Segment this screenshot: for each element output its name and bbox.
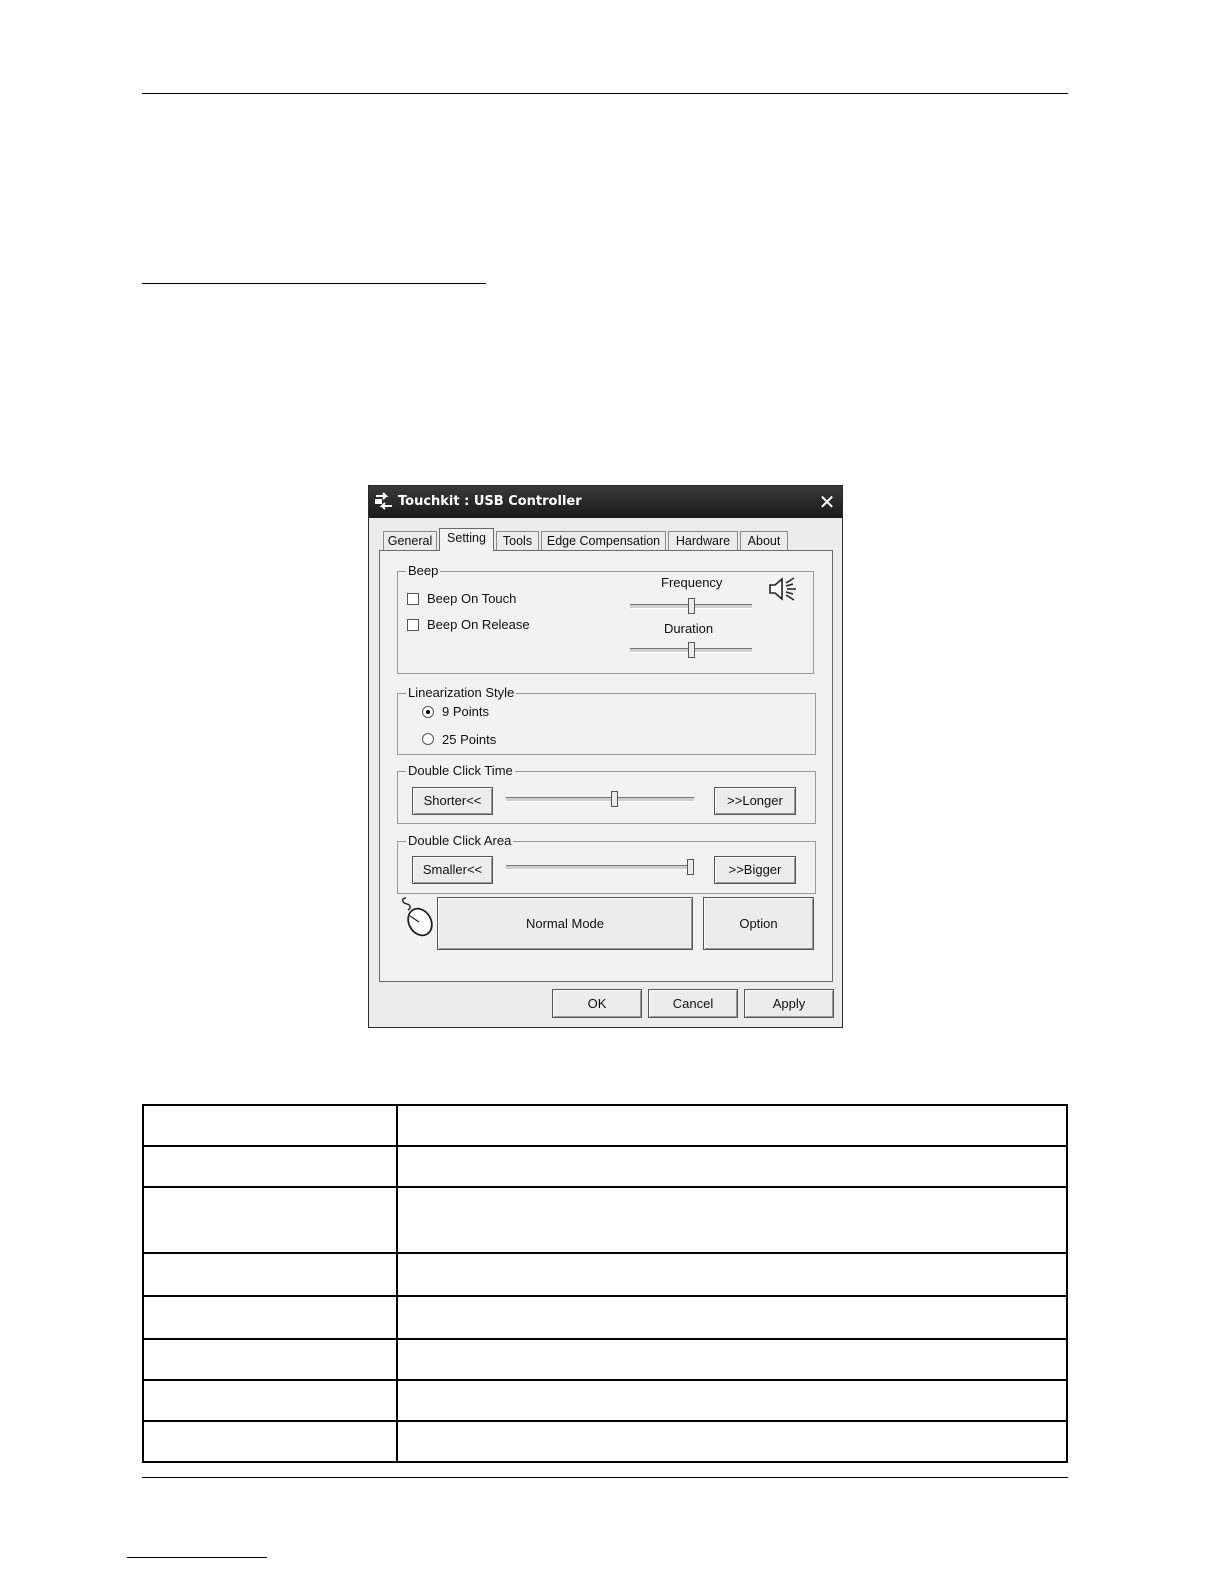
table-row xyxy=(143,1339,1067,1380)
frequency-slider-thumb[interactable] xyxy=(688,598,695,614)
smaller-button[interactable]: Smaller<< xyxy=(412,856,493,884)
linearization-group xyxy=(397,685,816,755)
speaker-icon xyxy=(767,575,799,603)
header-rule xyxy=(142,93,1068,94)
table-cell xyxy=(397,1296,1067,1339)
beep-on-touch-checkbox[interactable] xyxy=(407,593,419,605)
table-cell xyxy=(143,1146,397,1187)
table-row xyxy=(143,1187,1067,1253)
window-title: Touchkit : USB Controller xyxy=(398,494,582,509)
beep-on-touch-label: Beep On Touch xyxy=(427,591,517,606)
double-click-area-track[interactable] xyxy=(506,865,694,870)
title-bar[interactable] xyxy=(369,486,842,518)
touchkit-app-icon xyxy=(373,492,395,512)
tab-tools[interactable]: Tools xyxy=(496,531,539,550)
tab-general[interactable]: General xyxy=(383,531,437,550)
bigger-button[interactable]: >>Bigger xyxy=(714,856,796,884)
table-cell xyxy=(143,1380,397,1421)
cancel-button[interactable]: Cancel xyxy=(648,989,738,1018)
apply-button[interactable]: Apply xyxy=(744,989,834,1018)
table-cell xyxy=(397,1421,1067,1462)
double-click-area-group xyxy=(397,833,816,894)
double-click-area-label: Double Click Area xyxy=(408,833,512,848)
tab-edge-compensation[interactable]: Edge Compensation xyxy=(541,531,666,550)
table-row xyxy=(143,1146,1067,1187)
ok-button[interactable]: OK xyxy=(552,989,642,1018)
table-cell xyxy=(143,1187,397,1253)
table-cell xyxy=(143,1421,397,1462)
table-row xyxy=(143,1380,1067,1421)
frequency-label: Frequency xyxy=(661,575,723,590)
table-cell xyxy=(397,1339,1067,1380)
mouse-icon xyxy=(398,896,438,938)
close-icon[interactable]: ✕ xyxy=(818,490,836,514)
footer-link-underline[interactable] xyxy=(127,1557,267,1558)
table-row xyxy=(143,1421,1067,1462)
table-row xyxy=(143,1296,1067,1339)
radio-25-points[interactable] xyxy=(422,733,434,745)
duration-slider-thumb[interactable] xyxy=(688,642,695,658)
double-click-time-label: Double Click Time xyxy=(408,763,513,778)
double-click-area-thumb[interactable] xyxy=(687,859,694,875)
section-heading-underline xyxy=(142,283,486,284)
touchkit-dialog xyxy=(368,485,843,1028)
linearization-group-label: Linearization Style xyxy=(408,685,515,700)
beep-group-label: Beep xyxy=(408,563,439,578)
table-cell xyxy=(143,1296,397,1339)
option-button[interactable]: Option xyxy=(703,897,814,950)
setting-panel xyxy=(379,550,833,982)
table-cell xyxy=(397,1253,1067,1296)
tab-about[interactable]: About xyxy=(740,531,788,550)
table-cell xyxy=(143,1105,397,1146)
beep-on-release-checkbox[interactable] xyxy=(407,619,419,631)
longer-button[interactable]: >>Longer xyxy=(714,787,796,815)
table-cell xyxy=(397,1146,1067,1187)
double-click-time-group xyxy=(397,763,816,824)
radio-9-points-label: 9 Points xyxy=(442,704,489,719)
table-cell xyxy=(397,1380,1067,1421)
table-cell xyxy=(143,1339,397,1380)
table-row xyxy=(143,1253,1067,1296)
settings-description-table xyxy=(142,1104,1068,1463)
table-row xyxy=(143,1105,1067,1146)
double-click-time-thumb[interactable] xyxy=(611,791,618,807)
table-cell xyxy=(397,1105,1067,1146)
footer-rule xyxy=(142,1477,1068,1478)
tab-setting[interactable]: Setting xyxy=(439,528,494,551)
normal-mode-button[interactable]: Normal Mode xyxy=(437,897,693,950)
table-cell xyxy=(143,1253,397,1296)
duration-label: Duration xyxy=(664,621,714,636)
radio-25-points-label: 25 Points xyxy=(442,732,497,747)
beep-on-release-label: Beep On Release xyxy=(427,617,530,632)
table-cell xyxy=(397,1187,1067,1253)
tab-hardware[interactable]: Hardware xyxy=(668,531,738,550)
radio-9-points[interactable] xyxy=(422,706,434,718)
shorter-button[interactable]: Shorter<< xyxy=(412,787,493,815)
double-click-time-track[interactable] xyxy=(506,797,694,802)
beep-group xyxy=(397,563,814,674)
